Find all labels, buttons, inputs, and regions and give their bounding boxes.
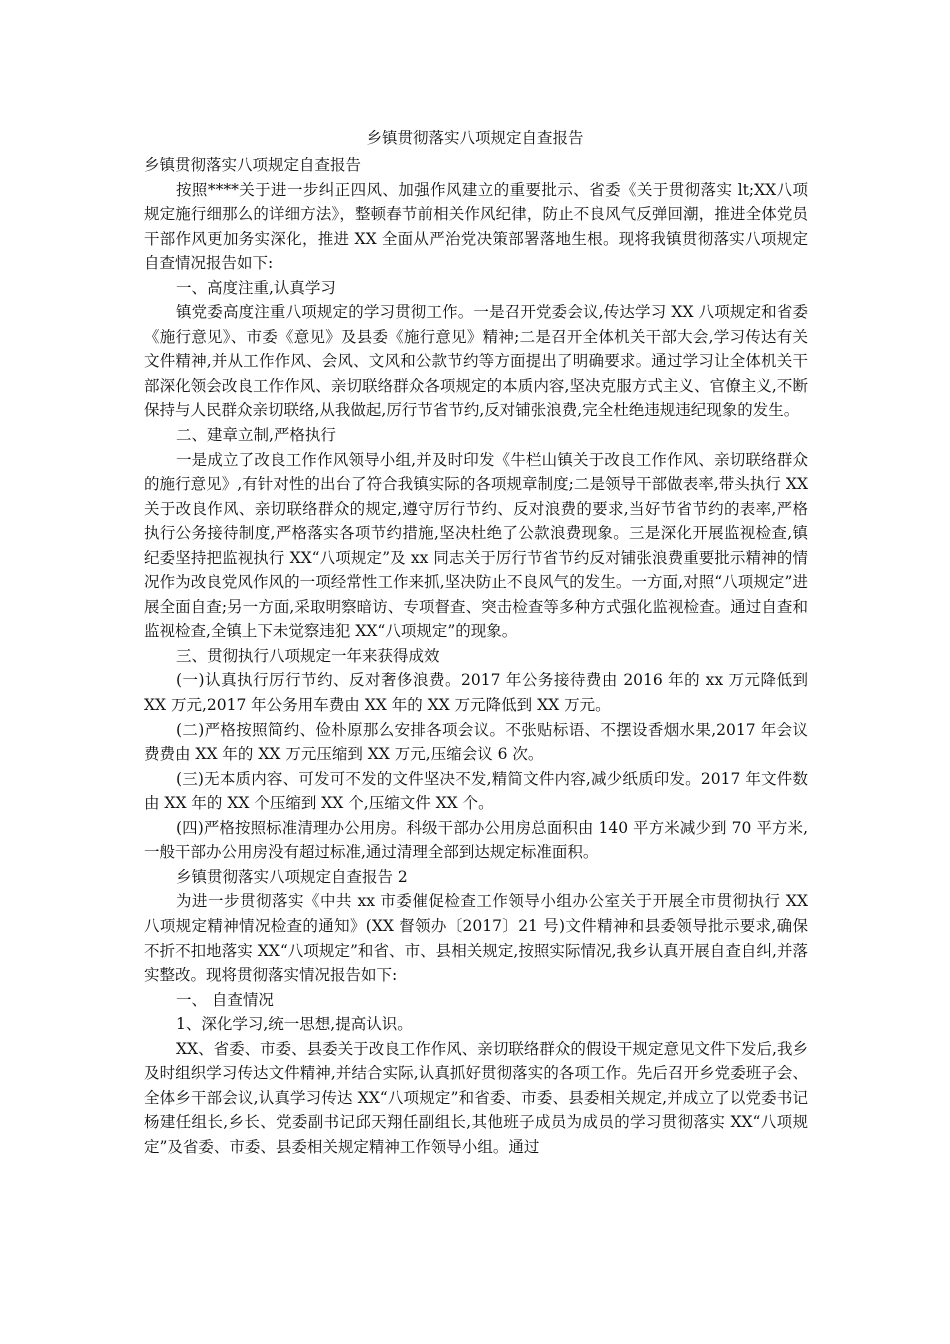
paragraph: 一是成立了改良工作作风领导小组,并及时印发《牛栏山镇关于改良工作作风、亲切联络群众的施行意见》,有针对性的出台了符合我镇实际的各项规章制度;二是领导干部做表率,带头执行 XX 关于改良作风、亲切联络群众的规定,遵守厉行节约、反对浪费的要求,当好节省节约的表率,严格执行公务接待制度,严格落实各项节约措施,坚决杜绝了公款浪费现象。三是深化开展监视检查,镇纪委坚持把监视执行 XX“八项规定”及 xx 同志关于厉行节省节约反对铺张浪费重要批示精神的情况作为改良党风作风的一项经常性工作来抓,坚决防止不良风气的发生。一方面,对照“八项规定”进展全面自查;另一方面,采取明察暗访、专项督查、突击检查等多种方式强化监视检查。通过自查和监视检查,全镇上下未觉察违犯 XX“八项规定”的现象。 [144, 450, 808, 641]
paragraph: 乡镇贯彻落实八项规定自查报告 2 [176, 867, 408, 886]
paragraph: (四)严格按照标准清理办公用房。科级干部办公用房总面积由 140 平方米减少到 70 平方米,一般干部办公用房没有超过标准,通过清理全部到达规定标准面积。 [144, 818, 808, 862]
paragraph: 镇党委高度注重八项规定的学习贯彻工作。一是召开党委会议,传达学习 XX 八项规定和省委《施行意见》、市委《意见》及县委《施行意见》精神;二是召开全体机关干部大会,学习传达有关文件精神,并从工作作风、会风、文风和公款节约等方面提出了明确要求。通过学习让全体机关干部深化领会改良工作作风、亲切联络群众各项规定的本质内容,坚决克服方式主义、官僚主义,不断保持与人民群众亲切联络,从我做起,厉行节省节约,反对铺张浪费,完全杜绝违规违纪现象的发生。 [144, 303, 808, 420]
paragraph: (三)无本质内容、可发可不发的文件坚决不发,精简文件内容,减少纸质印发。2017 年文件数由 XX 年的 XX 个压缩到 XX 个,压缩文件 XX 个。 [144, 769, 808, 813]
paragraph: (二)严格按照简约、俭朴原那么安排各项会议。不张贴标语、不摆设香烟水果,2017 年会议费费由 XX 年的 XX 万元压缩到 XX 万元,压缩会议 6 次。 [144, 720, 808, 764]
paragraph: 1、深化学习,统一思想,提高认识。 [176, 1015, 413, 1034]
paragraph: 三、贯彻执行八项规定一年来获得成效 [176, 646, 440, 665]
paragraph: 按照****关于进一步纠正四风、加强作风建立的重要批示、省委《关于贯彻落实 lt;XX八项规定施行细那么的详细方法》，整顿春节前相关作风纪律，防止不良风气反弹回潮，推进全体党员干部作风更加务实深化，推进 XX 全面从严治党决策部署落地生根。现将我镇贯彻落实八项规定自查情况报告如下: [144, 180, 808, 273]
paragraph: 为进一步贯彻落实《中共 xx 市委催促检查工作领导小组办公室关于开展全市贯彻执行 XX 八项规定精神情况检查的通知》(XX 督领办〔2017〕21 号)文件精神和县委领导批示要求,确保不折不扣地落实 XX“八项规定”和省、市、县相关规定,按照实际情况,我乡认真开展自查自纠,并落实整改。现将贯彻落实情况报告如下: [144, 892, 808, 985]
document-body [144, 153, 808, 1159]
paragraph: 二、建章立制,严格执行 [176, 426, 336, 445]
paragraph: 一、 自查情况 [176, 990, 274, 1009]
paragraph: (一)认真执行厉行节约、反对奢侈浪费。2017 年公务接待费由 2016 年的 xx 万元降低到 XX 万元,2017 年公务用车费由 XX 年的 XX 万元降低到 XX 万元。 [144, 671, 808, 715]
paragraph: 一、高度注重,认真学习 [176, 278, 336, 297]
paragraph: XX、省委、市委、县委关于改良工作作风、亲切联络群众的假设干规定意见文件下发后,我乡及时组织学习传达文件精神,并结合实际,认真抓好贯彻落实的各项工作。先后召开乡党委班子会、全体乡干部会议,认真学习传达 XX“八项规定”和省委、市委、县委相关规定,并成立了以党委书记杨建任组长,乡长、党委副书记邱天翔任副组长,其他班子成员为成员的学习贯彻落实 XX“八项规定”及省委、市委、县委相关规定精神工作领导小组。通过 [144, 1039, 808, 1156]
document-title: 乡镇贯彻落实八项规定自查报告 [366, 129, 584, 147]
paragraph: 乡镇贯彻落实八项规定自查报告 [144, 156, 362, 174]
